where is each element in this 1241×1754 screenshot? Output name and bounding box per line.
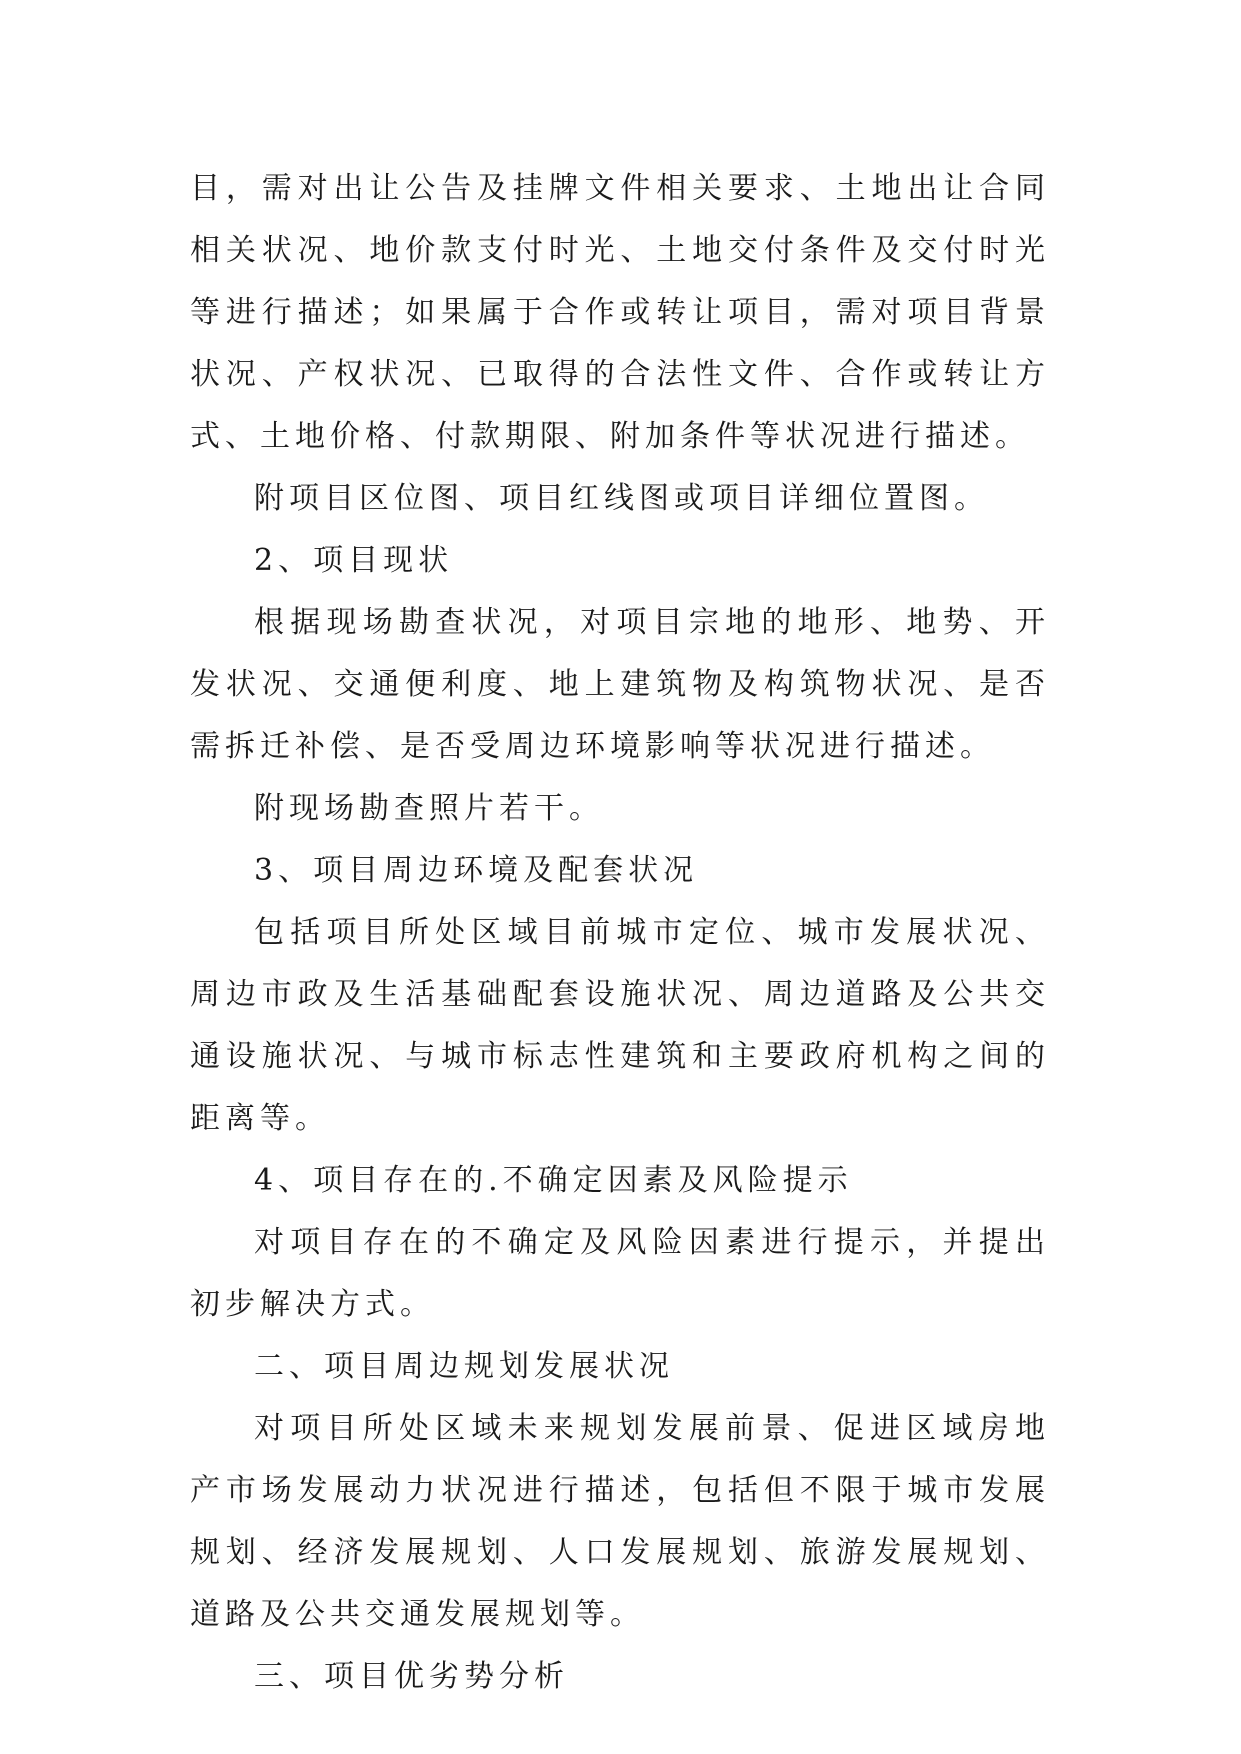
heading-project-status: 2、项目现状 — [254, 543, 454, 578]
paragraph-site-survey: 根据现场勘查状况，对项目宗地的地形、地势、开发状况、交通便利度、地上建筑物及构筑物状况、是否需拆迁补偿、是否受周边环境影响等状况进行描述。 — [190, 605, 1050, 764]
paragraph-surroundings: 包括项目所处区域目前城市定位、城市发展状况、周边市政及生活基础配套设施状况、周边道路及公共交通设施状况、与城市标志性建筑和主要政府机构之间的距离等。 — [190, 915, 1050, 1136]
heading-planning: 二、项目周边规划发展状况 — [254, 1349, 674, 1384]
document-body — [190, 158, 1050, 1708]
paragraph-risks: 对项目存在的不确定及风险因素进行提示，并提出初步解决方式。 — [190, 1225, 1050, 1322]
heading-risks: 4、项目存在的.不确定因素及风险提示 — [254, 1163, 853, 1198]
paragraph-attach-location-maps: 附项目区位图、项目红线图或项目详细位置图。 — [254, 481, 989, 516]
heading-surroundings: 3、项目周边环境及配套状况 — [254, 853, 699, 888]
heading-swot: 三、项目优劣势分析 — [254, 1659, 569, 1694]
paragraph-attach-survey-photos: 附现场勘查照片若干。 — [254, 791, 604, 826]
paragraph-land-transfer-description: 目，需对出让公告及挂牌文件相关要求、土地出让合同相关状况、地价款支付时光、土地交付条件及交付时光等进行描述；如果属于合作或转让项目，需对项目背景状况、产权状况、已取得的合法性文件、合作或转让方式、土地价格、付款期限、附加条件等状况进行描述。 — [190, 171, 1050, 454]
paragraph-planning: 对项目所处区域未来规划发展前景、促进区域房地产市场发展动力状况进行描述，包括但不限于城市发展规划、经济发展规划、人口发展规划、旅游发展规划、道路及公共交通发展规划等。 — [190, 1411, 1050, 1632]
